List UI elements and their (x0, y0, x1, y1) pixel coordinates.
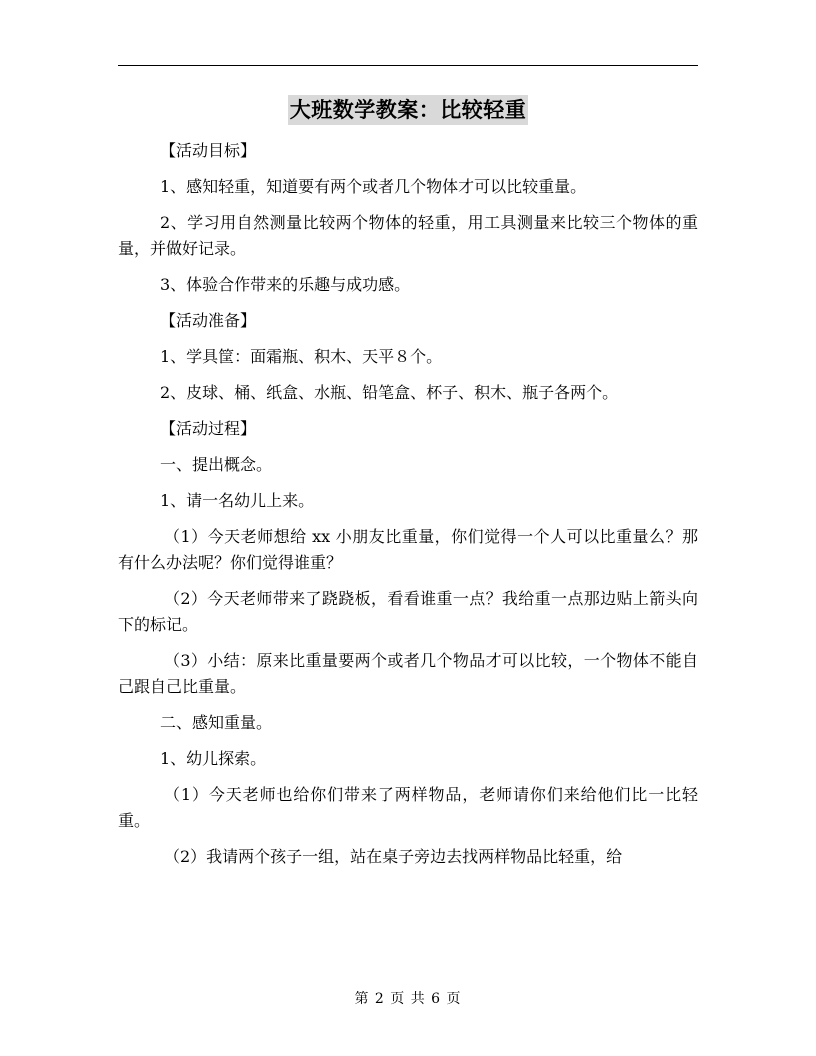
body-paragraph: 1、请一名幼儿上来。 (160, 491, 315, 510)
body-paragraph: 【活动目标】 (160, 141, 257, 160)
body-paragraph: 一、提出概念。 (160, 455, 273, 474)
body-paragraph: 1、幼儿探索。 (160, 749, 267, 768)
page-footer: 第 2 页 共 6 页 (354, 991, 462, 1007)
title-container (0, 95, 816, 125)
body-paragraph: （2）我请两个孩子一组，站在桌子旁边去找两样物品比轻重，给 (164, 847, 623, 866)
header-rule (118, 65, 698, 66)
body-paragraph: （1）今天老师也给你们带来了两样物品，老师请你们来给他们比一比轻重。 (118, 785, 698, 830)
body-paragraph: （1）今天老师想给 xx 小朋友比重量，你们觉得一个人可以比重量么？那有什么办法呢？你们觉得谁重？ (118, 527, 698, 572)
body-paragraph: 【活动准备】 (160, 311, 257, 330)
body-paragraph: （2）今天老师带来了跷跷板，看看谁重一点？我给重一点那边贴上箭头向下的标记。 (118, 589, 698, 634)
body-paragraph: 1、感知轻重，知道要有两个或者几个物体才可以比较重量。 (160, 177, 587, 196)
body-paragraph: 2、皮球、桶、纸盒、水瓶、铅笔盒、杯子、积木、瓶子各两个。 (160, 383, 619, 402)
body-paragraph: 1、学具筐：面霜瓶、积木、天平８个。 (160, 347, 443, 366)
body-paragraph: 3、体验合作带来的乐趣与成功感。 (160, 275, 411, 294)
document-body (118, 138, 698, 880)
document-title: 大班数学教案：比较轻重 (288, 95, 529, 125)
body-paragraph: （3）小结：原来比重量要两个或者几个物品才可以比较，一个物体不能自己跟自己比重量。 (118, 651, 698, 696)
body-paragraph: 2、学习用自然测量比较两个物体的轻重，用工具测量来比较三个物体的重量，并做好记录。 (118, 213, 698, 258)
body-paragraph: 二、感知重量。 (160, 713, 273, 732)
body-paragraph: 【活动过程】 (160, 419, 257, 438)
